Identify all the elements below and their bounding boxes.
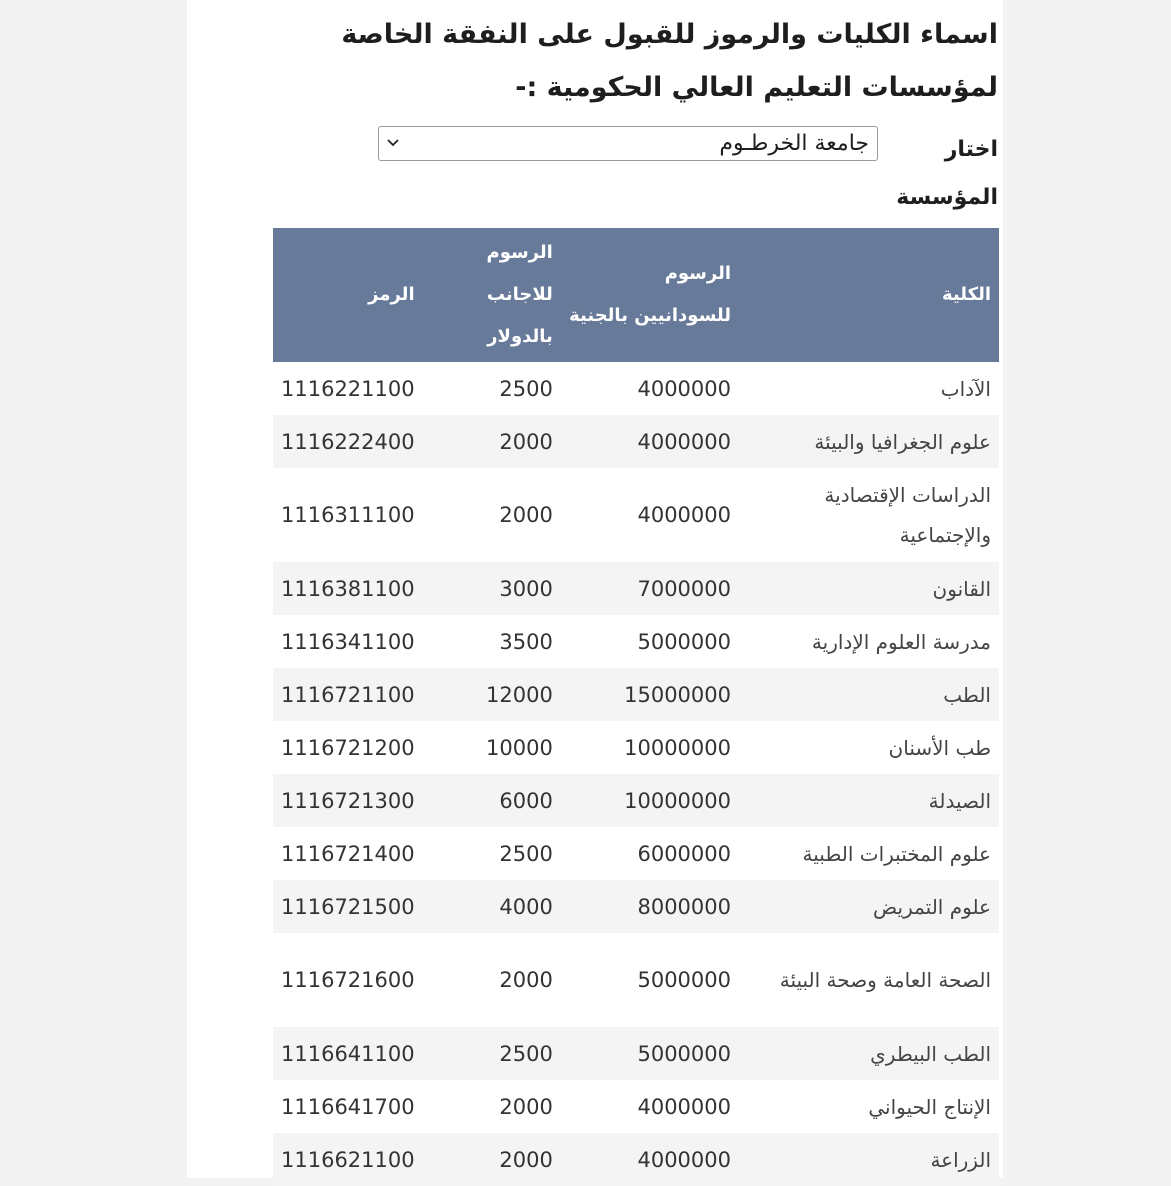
college-cell: الآداب — [940, 376, 991, 401]
header-fee-sd: الرسوم للسودانيين بالجنية — [561, 228, 739, 362]
fee-usd-cell: 2000 — [499, 503, 553, 527]
college-cell: الطب البيطري — [739, 1027, 999, 1080]
institution-select[interactable] — [378, 126, 878, 161]
institution-select-value: جامعة الخرطـوم — [719, 131, 869, 156]
fee-usd-cell: 2000 — [499, 1094, 553, 1119]
table-row — [273, 721, 999, 774]
table-row — [273, 615, 999, 668]
code-cell: 1116341100 — [281, 629, 415, 654]
fees-table — [273, 228, 999, 1186]
header-code: الرمز — [273, 228, 423, 362]
fee-sd-cell: 5000000 — [561, 1027, 739, 1080]
college-cell: القانون — [739, 562, 999, 615]
header-college: الكلية — [739, 228, 999, 362]
code-cell: 1116381100 — [273, 562, 423, 615]
college-cell: الدراسات الإقتصادية والإجتماعية — [824, 483, 991, 547]
fee-usd-cell: 10000 — [486, 735, 553, 760]
table-header-row — [273, 228, 999, 362]
code-cell: 1116721300 — [273, 774, 423, 827]
table-row — [273, 415, 999, 468]
fee-sd-cell: 8000000 — [561, 880, 739, 933]
fee-sd-cell: 4000000 — [637, 1094, 731, 1119]
fee-usd-cell: 3500 — [499, 629, 553, 654]
page-title: اسماء الكليات والرموز للقبول على النفقة الخاصة لمؤسسات التعليم العالي الحكومية :- — [341, 19, 998, 103]
fee-usd-cell: 2500 — [423, 1027, 561, 1080]
fee-usd-cell: 2000 — [423, 415, 561, 468]
code-cell: 1116221100 — [281, 376, 415, 401]
content-page — [187, 0, 1003, 1178]
college-cell: الصحة العامة وصحة البيئة — [779, 968, 991, 992]
code-cell: 1116621100 — [273, 1133, 423, 1186]
fee-sd-cell: 5000000 — [637, 629, 731, 654]
table-row — [273, 562, 999, 615]
fee-sd-cell: 10000000 — [624, 735, 731, 760]
fee-sd-cell: 5000000 — [637, 968, 731, 992]
fee-sd-cell: 4000000 — [637, 503, 731, 527]
code-cell: 1116721400 — [281, 841, 415, 866]
table-row — [273, 668, 999, 721]
table-row — [273, 880, 999, 933]
college-cell: الإنتاج الحيواني — [868, 1094, 991, 1119]
college-cell: الزراعة — [739, 1133, 999, 1186]
fee-sd-cell: 7000000 — [561, 562, 739, 615]
table-row — [273, 774, 999, 827]
fee-usd-cell: 2500 — [499, 376, 553, 401]
college-cell: مدرسة العلوم الإدارية — [811, 629, 991, 654]
fee-usd-cell: 2000 — [423, 1133, 561, 1186]
fee-usd-cell: 2000 — [499, 968, 553, 992]
table-row — [273, 1080, 999, 1133]
college-cell: الطب — [739, 668, 999, 721]
fee-usd-cell: 4000 — [423, 880, 561, 933]
fee-sd-cell: 4000000 — [561, 1133, 739, 1186]
code-cell: 1116721200 — [281, 735, 415, 760]
code-cell: 1116721100 — [273, 668, 423, 721]
code-cell: 1116311100 — [281, 503, 415, 527]
college-cell: طب الأسنان — [888, 735, 991, 760]
table-row — [273, 362, 999, 415]
college-cell: علوم الجغرافيا والبيئة — [739, 415, 999, 468]
table-row — [273, 468, 999, 562]
header-fee-usd: الرسوم للاجانب بالدولار — [423, 228, 561, 362]
chevron-down-icon — [385, 135, 401, 151]
code-cell: 1116641100 — [273, 1027, 423, 1080]
institution-label: اختار المؤسسة — [896, 137, 998, 210]
code-cell: 1116721500 — [273, 880, 423, 933]
fee-usd-cell: 12000 — [423, 668, 561, 721]
code-cell: 1116721600 — [281, 968, 415, 992]
fee-sd-cell: 4000000 — [561, 415, 739, 468]
fee-sd-cell: 10000000 — [561, 774, 739, 827]
fee-sd-cell: 6000000 — [637, 841, 731, 866]
code-cell: 1116222400 — [273, 415, 423, 468]
fee-usd-cell: 2500 — [499, 841, 553, 866]
table-row — [273, 933, 999, 1027]
fee-usd-cell: 3000 — [423, 562, 561, 615]
fee-sd-cell: 15000000 — [561, 668, 739, 721]
table-row — [273, 1133, 999, 1186]
college-cell: علوم التمريض — [739, 880, 999, 933]
fee-sd-cell: 4000000 — [637, 376, 731, 401]
table-row — [273, 827, 999, 880]
college-cell: الصيدلة — [739, 774, 999, 827]
college-cell: علوم المختبرات الطبية — [802, 841, 991, 866]
fee-usd-cell: 6000 — [423, 774, 561, 827]
table-row — [273, 1027, 999, 1080]
code-cell: 1116641700 — [281, 1094, 415, 1119]
